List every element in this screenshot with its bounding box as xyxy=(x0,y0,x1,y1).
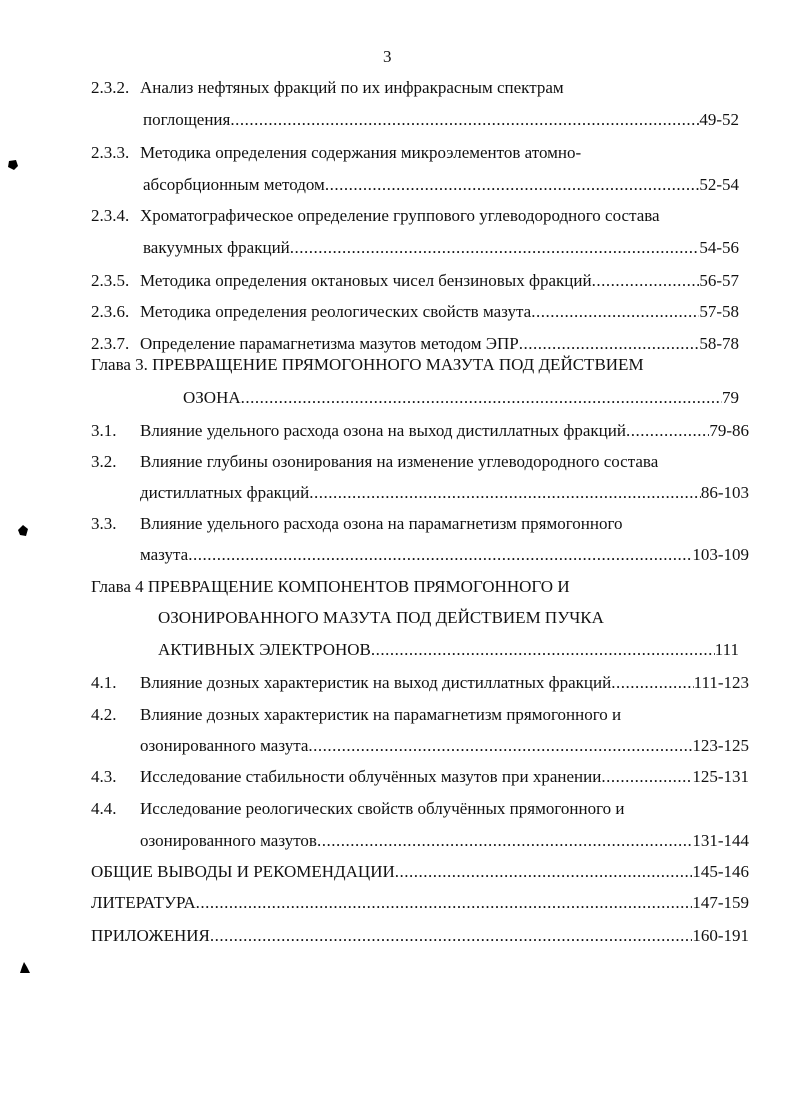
toc-leader xyxy=(531,302,699,322)
toc-line xyxy=(91,452,658,472)
toc-line xyxy=(91,206,660,226)
toc-number: 2.3.6. xyxy=(91,302,130,321)
toc-pages: 79-86 xyxy=(709,421,749,440)
toc-title: Исследование стабильности облучённых мазутов при хранении xyxy=(140,767,602,786)
toc-title: Влияние дозных характеристик на парамагнетизм прямогонного и xyxy=(140,705,622,724)
toc-pages: 56-57 xyxy=(699,271,739,290)
scan-speck-mark xyxy=(6,158,20,172)
toc-line xyxy=(140,736,749,756)
toc-title: дистиллатных фракций xyxy=(140,483,310,502)
toc-pages: 58-78 xyxy=(699,334,739,353)
toc-title: Исследование реологических свойств облучённых прямогонного и xyxy=(140,799,625,818)
toc-title: ОЗОНА xyxy=(183,388,241,407)
toc-title: Методика определения содержания микроэлементов атомно- xyxy=(140,143,582,162)
toc-number: 3.1. xyxy=(91,421,117,440)
toc-line xyxy=(140,831,749,851)
toc-pages: 49-52 xyxy=(699,110,739,129)
toc-pages: 111 xyxy=(714,640,739,659)
toc-title: Глава 3. ПРЕВРАЩЕНИЕ ПРЯМОГОННОГО МАЗУТА ПОД ДЕЙСТВИЕМ xyxy=(91,355,644,374)
toc-line xyxy=(91,799,625,819)
toc-leader xyxy=(519,334,700,354)
toc-chapter-heading xyxy=(91,355,644,375)
toc-leader xyxy=(626,421,709,441)
toc-line xyxy=(91,673,749,693)
toc-line xyxy=(140,545,749,565)
toc-pages: 86-103 xyxy=(700,483,749,502)
toc-number: 3.3. xyxy=(91,514,117,533)
toc-leader xyxy=(601,767,692,787)
toc-number: 4.3. xyxy=(91,767,117,786)
toc-title: Методика определения реологических свойств мазута xyxy=(140,302,532,321)
toc-leader xyxy=(210,926,692,946)
toc-leader xyxy=(309,483,701,503)
toc-title: Определение парамагнетизма мазутов методом ЭПР xyxy=(140,334,519,353)
toc-line xyxy=(91,767,749,787)
toc-line xyxy=(91,334,739,354)
toc-line xyxy=(158,640,739,660)
toc-pages: 160-191 xyxy=(692,926,749,945)
toc-leader xyxy=(317,831,692,851)
toc-title: Хроматографическое определение группового углеводородного состава xyxy=(140,206,660,225)
toc-line xyxy=(91,143,581,163)
toc-line xyxy=(91,271,739,291)
toc-leader xyxy=(308,736,692,756)
toc-title: вакуумных фракций xyxy=(143,238,290,257)
toc-number: 2.3.4. xyxy=(91,206,130,225)
toc-leader xyxy=(230,110,699,130)
toc-title: озонированного мазутов xyxy=(140,831,317,850)
toc-leader xyxy=(188,545,692,565)
toc-number: 3.2. xyxy=(91,452,117,471)
toc-line xyxy=(91,514,623,534)
toc-title: ПРИЛОЖЕНИЯ xyxy=(91,926,210,945)
toc-line xyxy=(91,893,749,913)
toc-pages: 147-159 xyxy=(692,893,749,912)
toc-leader xyxy=(290,238,700,258)
toc-leader xyxy=(371,640,715,660)
toc-leader xyxy=(241,388,722,408)
toc-title: ЛИТЕРАТУРА xyxy=(91,893,196,912)
toc-line xyxy=(91,421,749,441)
toc-pages: 57-58 xyxy=(699,302,739,321)
toc-title: Влияние удельного расхода озона на выход дистиллатных фракций xyxy=(140,421,626,440)
page-number: 3 xyxy=(383,47,392,66)
toc-line xyxy=(143,238,739,258)
toc-title: ОБЩИЕ ВЫВОДЫ И РЕКОМЕНДАЦИИ xyxy=(91,862,395,881)
toc-title: Влияние дозных характеристик на выход дистиллатных фракций xyxy=(140,673,612,692)
toc-pages: 52-54 xyxy=(699,175,739,194)
toc-line xyxy=(91,705,621,725)
toc-line xyxy=(91,862,749,882)
toc-number: 4.1. xyxy=(91,673,117,692)
toc-title: абсорбционным методом xyxy=(143,175,325,194)
toc-line xyxy=(143,175,739,195)
toc-pages: 123-125 xyxy=(692,736,749,755)
toc-pages: 103-109 xyxy=(692,545,749,564)
toc-pages: 54-56 xyxy=(699,238,739,257)
toc-leader xyxy=(325,175,700,195)
toc-pages: 131-144 xyxy=(692,831,749,850)
toc-number: 2.3.7. xyxy=(91,334,130,353)
toc-title: АКТИВНЫХ ЭЛЕКТРОНОВ xyxy=(158,640,371,659)
toc-pages: 145-146 xyxy=(692,862,749,881)
toc-number: 4.2. xyxy=(91,705,117,724)
toc-line xyxy=(91,926,749,946)
toc-title: Методика определения октановых чисел бензиновых фракций xyxy=(140,271,592,290)
toc-title: ОЗОНИРОВАННОГО МАЗУТА ПОД ДЕЙСТВИЕМ ПУЧКА xyxy=(158,608,604,627)
toc-chapter-heading xyxy=(158,608,604,628)
toc-pages: 125-131 xyxy=(692,767,749,786)
toc-number: 2.3.5. xyxy=(91,271,130,290)
toc-line xyxy=(140,483,749,503)
toc-line xyxy=(91,78,564,98)
toc-number: 2.3.3. xyxy=(91,143,130,162)
toc-pages: 111-123 xyxy=(693,673,749,692)
toc-leader xyxy=(611,673,693,693)
toc-title: Влияние глубины озонирования на изменение углеводородного состава xyxy=(140,452,659,471)
toc-title: Влияние удельного расхода озона на парамагнетизм прямогонного xyxy=(140,514,623,533)
scan-speck-mark xyxy=(16,524,30,538)
toc-chapter-heading xyxy=(91,577,570,597)
toc-number: 4.4. xyxy=(91,799,117,818)
toc-leader xyxy=(395,862,693,882)
toc-title: поглощения xyxy=(143,110,231,129)
toc-title: мазута xyxy=(140,545,189,564)
toc-number: 2.3.2. xyxy=(91,78,130,97)
toc-leader xyxy=(592,271,700,291)
toc-title: Глава 4 ПРЕВРАЩЕНИЕ КОМПОНЕНТОВ ПРЯМОГОННОГО И xyxy=(91,577,570,596)
toc-leader xyxy=(196,893,693,913)
toc-title: Анализ нефтяных фракций по их инфракрасным спектрам xyxy=(140,78,564,97)
scan-speck-mark xyxy=(18,961,32,975)
toc-line xyxy=(91,302,739,322)
toc-title: озонированного мазута xyxy=(140,736,309,755)
toc-line xyxy=(183,388,739,408)
toc-pages: 79 xyxy=(722,388,739,407)
toc-line xyxy=(143,110,739,130)
